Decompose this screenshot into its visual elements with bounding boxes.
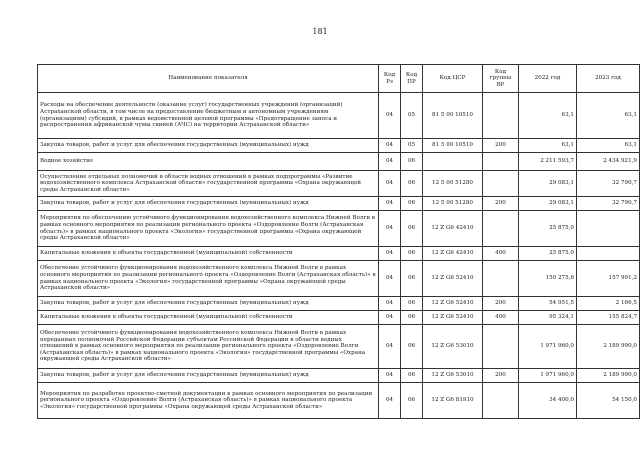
row-rz: 04 bbox=[379, 153, 401, 171]
row-pr: 06 bbox=[401, 311, 423, 325]
row-csr bbox=[423, 153, 483, 171]
row-pr: 05 bbox=[401, 139, 423, 153]
row-2023 bbox=[577, 247, 640, 261]
row-vr bbox=[483, 325, 519, 369]
row-rz: 04 bbox=[379, 369, 401, 383]
row-vr bbox=[483, 211, 519, 247]
table-row bbox=[38, 211, 640, 247]
row-rz: 04 bbox=[379, 197, 401, 211]
row-vr bbox=[483, 93, 519, 139]
row-pr: 05 bbox=[401, 93, 423, 139]
row-vr: 400 bbox=[483, 311, 519, 325]
table-header-row bbox=[38, 65, 640, 93]
row-2022: 2 211 593,7 bbox=[519, 153, 577, 171]
table-row bbox=[38, 153, 640, 171]
row-csr: 12 5 00 51280 bbox=[423, 171, 483, 197]
row-vr bbox=[483, 171, 519, 197]
row-name: Закупка товаров, работ и услуг для обеспечения государственных (муниципальных) нужд bbox=[38, 369, 379, 383]
row-name: Обеспечение устойчивого функционирования водохозяйственного комплекса Нижней Волги в рамках переданных полномочий Российской Федерации субъектам Российской Федерации в области водных отношений в рамках основного мероприятия по реализации регионального проекта «Оздоровление Волги (Астраханская область)» в рамках национального проекта «Экология» государственной программы «Охрана окружающей среды Астраханской области» bbox=[38, 325, 379, 369]
row-name: Водное хозяйство bbox=[38, 153, 379, 171]
row-pr: 06 bbox=[401, 369, 423, 383]
table-row bbox=[38, 197, 640, 211]
row-2023: 155 824,7 bbox=[577, 311, 640, 325]
row-pr: 06 bbox=[401, 383, 423, 419]
table-row bbox=[38, 297, 640, 311]
header-2023: 2023 год bbox=[577, 65, 640, 93]
header-rz: Код Рз bbox=[379, 65, 401, 93]
row-rz: 04 bbox=[379, 383, 401, 419]
row-rz: 04 bbox=[379, 261, 401, 297]
row-csr: 12 Z G6 52410 bbox=[423, 297, 483, 311]
row-pr: 06 bbox=[401, 153, 423, 171]
row-vr: 200 bbox=[483, 297, 519, 311]
row-2023: 2 189 990,0 bbox=[577, 369, 640, 383]
row-vr: 400 bbox=[483, 247, 519, 261]
row-rz: 04 bbox=[379, 211, 401, 247]
table-row bbox=[38, 93, 640, 139]
row-pr: 06 bbox=[401, 211, 423, 247]
row-name: Расходы на обеспечение деятельности (оказание услуг) государственных учреждений (организаций) Астраханской области, в том числе на предоставление бюджетным и автономным учреждениям (организациям) субсидий, в рамках ведомственной целевой программы «Предотвращение заноса и распространения африканской чумы свиней (АЧС) на территории Астраханской области» bbox=[38, 93, 379, 139]
table-row bbox=[38, 311, 640, 325]
row-name: Мероприятия по разработке проектно-сметной документации в рамках основного мероприятия по реализации регионального проекта «Оздоровление Волги (Астраханская область)» в рамках национального проекта «Экология» государственной программы «Охрана окружающей среды Астраханской области» bbox=[38, 383, 379, 419]
row-csr: 12 Z G6 52410 bbox=[423, 311, 483, 325]
header-2022: 2022 год bbox=[519, 65, 577, 93]
row-csr: 12 5 00 51280 bbox=[423, 197, 483, 211]
table-row bbox=[38, 171, 640, 197]
row-2023: 157 991,2 bbox=[577, 261, 640, 297]
header-pr: Код ПР bbox=[401, 65, 423, 93]
row-rz: 04 bbox=[379, 139, 401, 153]
row-rz: 04 bbox=[379, 93, 401, 139]
row-2022: 29 083,1 bbox=[519, 197, 577, 211]
row-2022: 34 400,0 bbox=[519, 383, 577, 419]
row-vr: 200 bbox=[483, 369, 519, 383]
row-2023: 2 189 990,0 bbox=[577, 325, 640, 369]
row-rz: 04 bbox=[379, 311, 401, 325]
table-row bbox=[38, 139, 640, 153]
row-csr: 81 5 00 10510 bbox=[423, 93, 483, 139]
table-row bbox=[38, 369, 640, 383]
row-rz: 04 bbox=[379, 297, 401, 311]
row-pr: 06 bbox=[401, 247, 423, 261]
row-2023: 54 150,0 bbox=[577, 383, 640, 419]
row-rz: 04 bbox=[379, 247, 401, 261]
row-2023: 2 166,5 bbox=[577, 297, 640, 311]
header-vr: Код группы ВР bbox=[483, 65, 519, 93]
row-pr: 06 bbox=[401, 325, 423, 369]
header-name: Наименование показателя bbox=[38, 65, 379, 93]
row-vr bbox=[483, 261, 519, 297]
row-2022: 25 875,0 bbox=[519, 247, 577, 261]
row-pr: 06 bbox=[401, 197, 423, 211]
budget-table bbox=[37, 64, 640, 419]
row-pr: 06 bbox=[401, 261, 423, 297]
row-2022: 1 971 960,0 bbox=[519, 325, 577, 369]
row-rz: 04 bbox=[379, 325, 401, 369]
table-row bbox=[38, 261, 640, 297]
row-2022: 63,1 bbox=[519, 139, 577, 153]
table-row bbox=[38, 383, 640, 419]
row-2022: 25 875,0 bbox=[519, 211, 577, 247]
row-2022: 63,1 bbox=[519, 93, 577, 139]
row-name: Осуществление отдельных полномочий в области водных отношений в рамках подпрограммы «Развитие водохозяйственного комплекса Астраханской области» государственной программы «Охрана окружающей среды Астраханской области» bbox=[38, 171, 379, 197]
row-rz: 04 bbox=[379, 171, 401, 197]
row-2022: 150 275,6 bbox=[519, 261, 577, 297]
row-2023 bbox=[577, 211, 640, 247]
row-vr bbox=[483, 383, 519, 419]
row-2023: 32 790,7 bbox=[577, 171, 640, 197]
row-pr: 06 bbox=[401, 297, 423, 311]
page-number: 181 bbox=[312, 27, 328, 36]
row-vr: 200 bbox=[483, 197, 519, 211]
row-pr: 06 bbox=[401, 171, 423, 197]
row-2023: 32 790,7 bbox=[577, 197, 640, 211]
row-name: Закупка товаров, работ и услуг для обеспечения государственных (муниципальных) нужд bbox=[38, 139, 379, 153]
row-2023: 63,1 bbox=[577, 139, 640, 153]
row-2022: 29 083,1 bbox=[519, 171, 577, 197]
row-name: Обеспечение устойчивого функционирования водохозяйственного комплекса Нижней Волги в рамках основного мероприятия по реализации регионального проекта «Оздоровление Волги (Астраханская область)» в рамках национального проекта «Экология» государственной программы «Охрана окружающей среды Астраханской области» bbox=[38, 261, 379, 297]
row-csr: 12 Z G6 52410 bbox=[423, 261, 483, 297]
table-row bbox=[38, 325, 640, 369]
table-row bbox=[38, 247, 640, 261]
row-csr: 12 Z G6 42410 bbox=[423, 247, 483, 261]
row-2022: 95 324,1 bbox=[519, 311, 577, 325]
row-vr: 200 bbox=[483, 139, 519, 153]
row-csr: 12 Z G6 42410 bbox=[423, 211, 483, 247]
row-csr: 81 5 00 10510 bbox=[423, 139, 483, 153]
row-2022: 54 951,5 bbox=[519, 297, 577, 311]
row-csr: 12 Z G6 81910 bbox=[423, 383, 483, 419]
row-vr bbox=[483, 153, 519, 171]
row-name: Закупка товаров, работ и услуг для обеспечения государственных (муниципальных) нужд bbox=[38, 197, 379, 211]
row-2023: 63,1 bbox=[577, 93, 640, 139]
row-csr: 12 Z G6 53010 bbox=[423, 325, 483, 369]
row-2022: 1 971 960,0 bbox=[519, 369, 577, 383]
row-2023: 2 434 921,9 bbox=[577, 153, 640, 171]
row-name: Капитальные вложения в объекты государственной (муниципальной) собственности bbox=[38, 311, 379, 325]
row-name: Мероприятия по обеспечению устойчивого функционирования водохозяйственного комплекса Нижней Волги в рамках основного мероприятия по реализации регионального проекта «Оздоровление Волги (Астраханская область)» в рамках национального проекта «Экология» государственной программы «Охрана окружающей среды Астраханской области» bbox=[38, 211, 379, 247]
row-csr: 12 Z G6 53010 bbox=[423, 369, 483, 383]
row-name: Закупка товаров, работ и услуг для обеспечения государственных (муниципальных) нужд bbox=[38, 297, 379, 311]
header-csr: Код ЦСР bbox=[423, 65, 483, 93]
row-name: Капитальные вложения в объекты государственной (муниципальной) собственности bbox=[38, 247, 379, 261]
